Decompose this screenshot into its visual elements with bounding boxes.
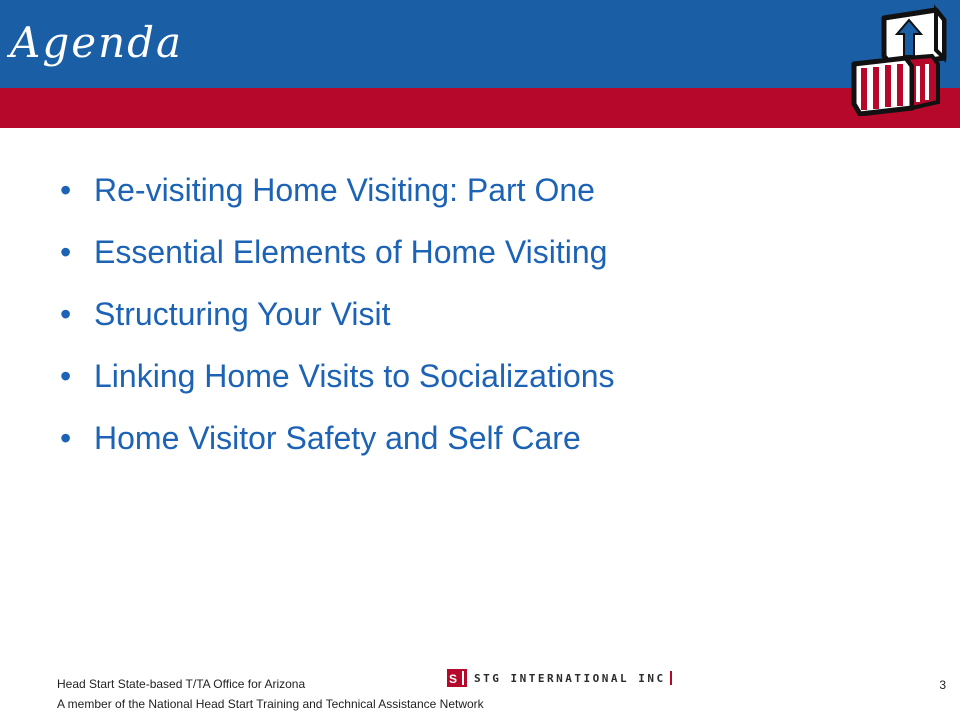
agenda-item-label: Essential Elements of Home Visiting [94, 234, 608, 270]
agenda-item-label: Linking Home Visits to Socializations [94, 358, 615, 394]
footer-office-name: Head Start State-based T/TA Office for Arizona [57, 677, 306, 691]
bullet-icon: • [60, 296, 72, 332]
agenda-item [60, 174, 615, 236]
agenda-item [60, 360, 615, 422]
slide-title: Agenda [10, 18, 184, 67]
company-logo [446, 666, 672, 690]
agenda-item-label: Re-visiting Home Visiting: Part One [94, 172, 595, 208]
company-name: STG INTERNATIONAL INC [474, 671, 666, 685]
agenda-item [60, 422, 615, 484]
agenda-item [60, 298, 615, 360]
bullet-icon: • [60, 172, 72, 208]
stg-logo-icon [446, 667, 468, 689]
svg-text:S: S [449, 672, 458, 686]
header-red-band [0, 88, 960, 128]
bullet-icon: • [60, 234, 72, 270]
agenda-item [60, 236, 615, 298]
company-divider [670, 671, 672, 685]
footer-network-text: A member of the National Head Start Training and Technical Assistance Network [57, 697, 484, 711]
bullet-icon: • [60, 420, 72, 456]
agenda-item-label: Structuring Your Visit [94, 296, 391, 332]
agenda-item-label: Home Visitor Safety and Self Care [94, 420, 581, 456]
head-start-blocks-icon [846, 4, 950, 116]
bullet-icon: • [60, 358, 72, 394]
page-number: 3 [939, 678, 946, 692]
agenda-list [60, 174, 615, 484]
